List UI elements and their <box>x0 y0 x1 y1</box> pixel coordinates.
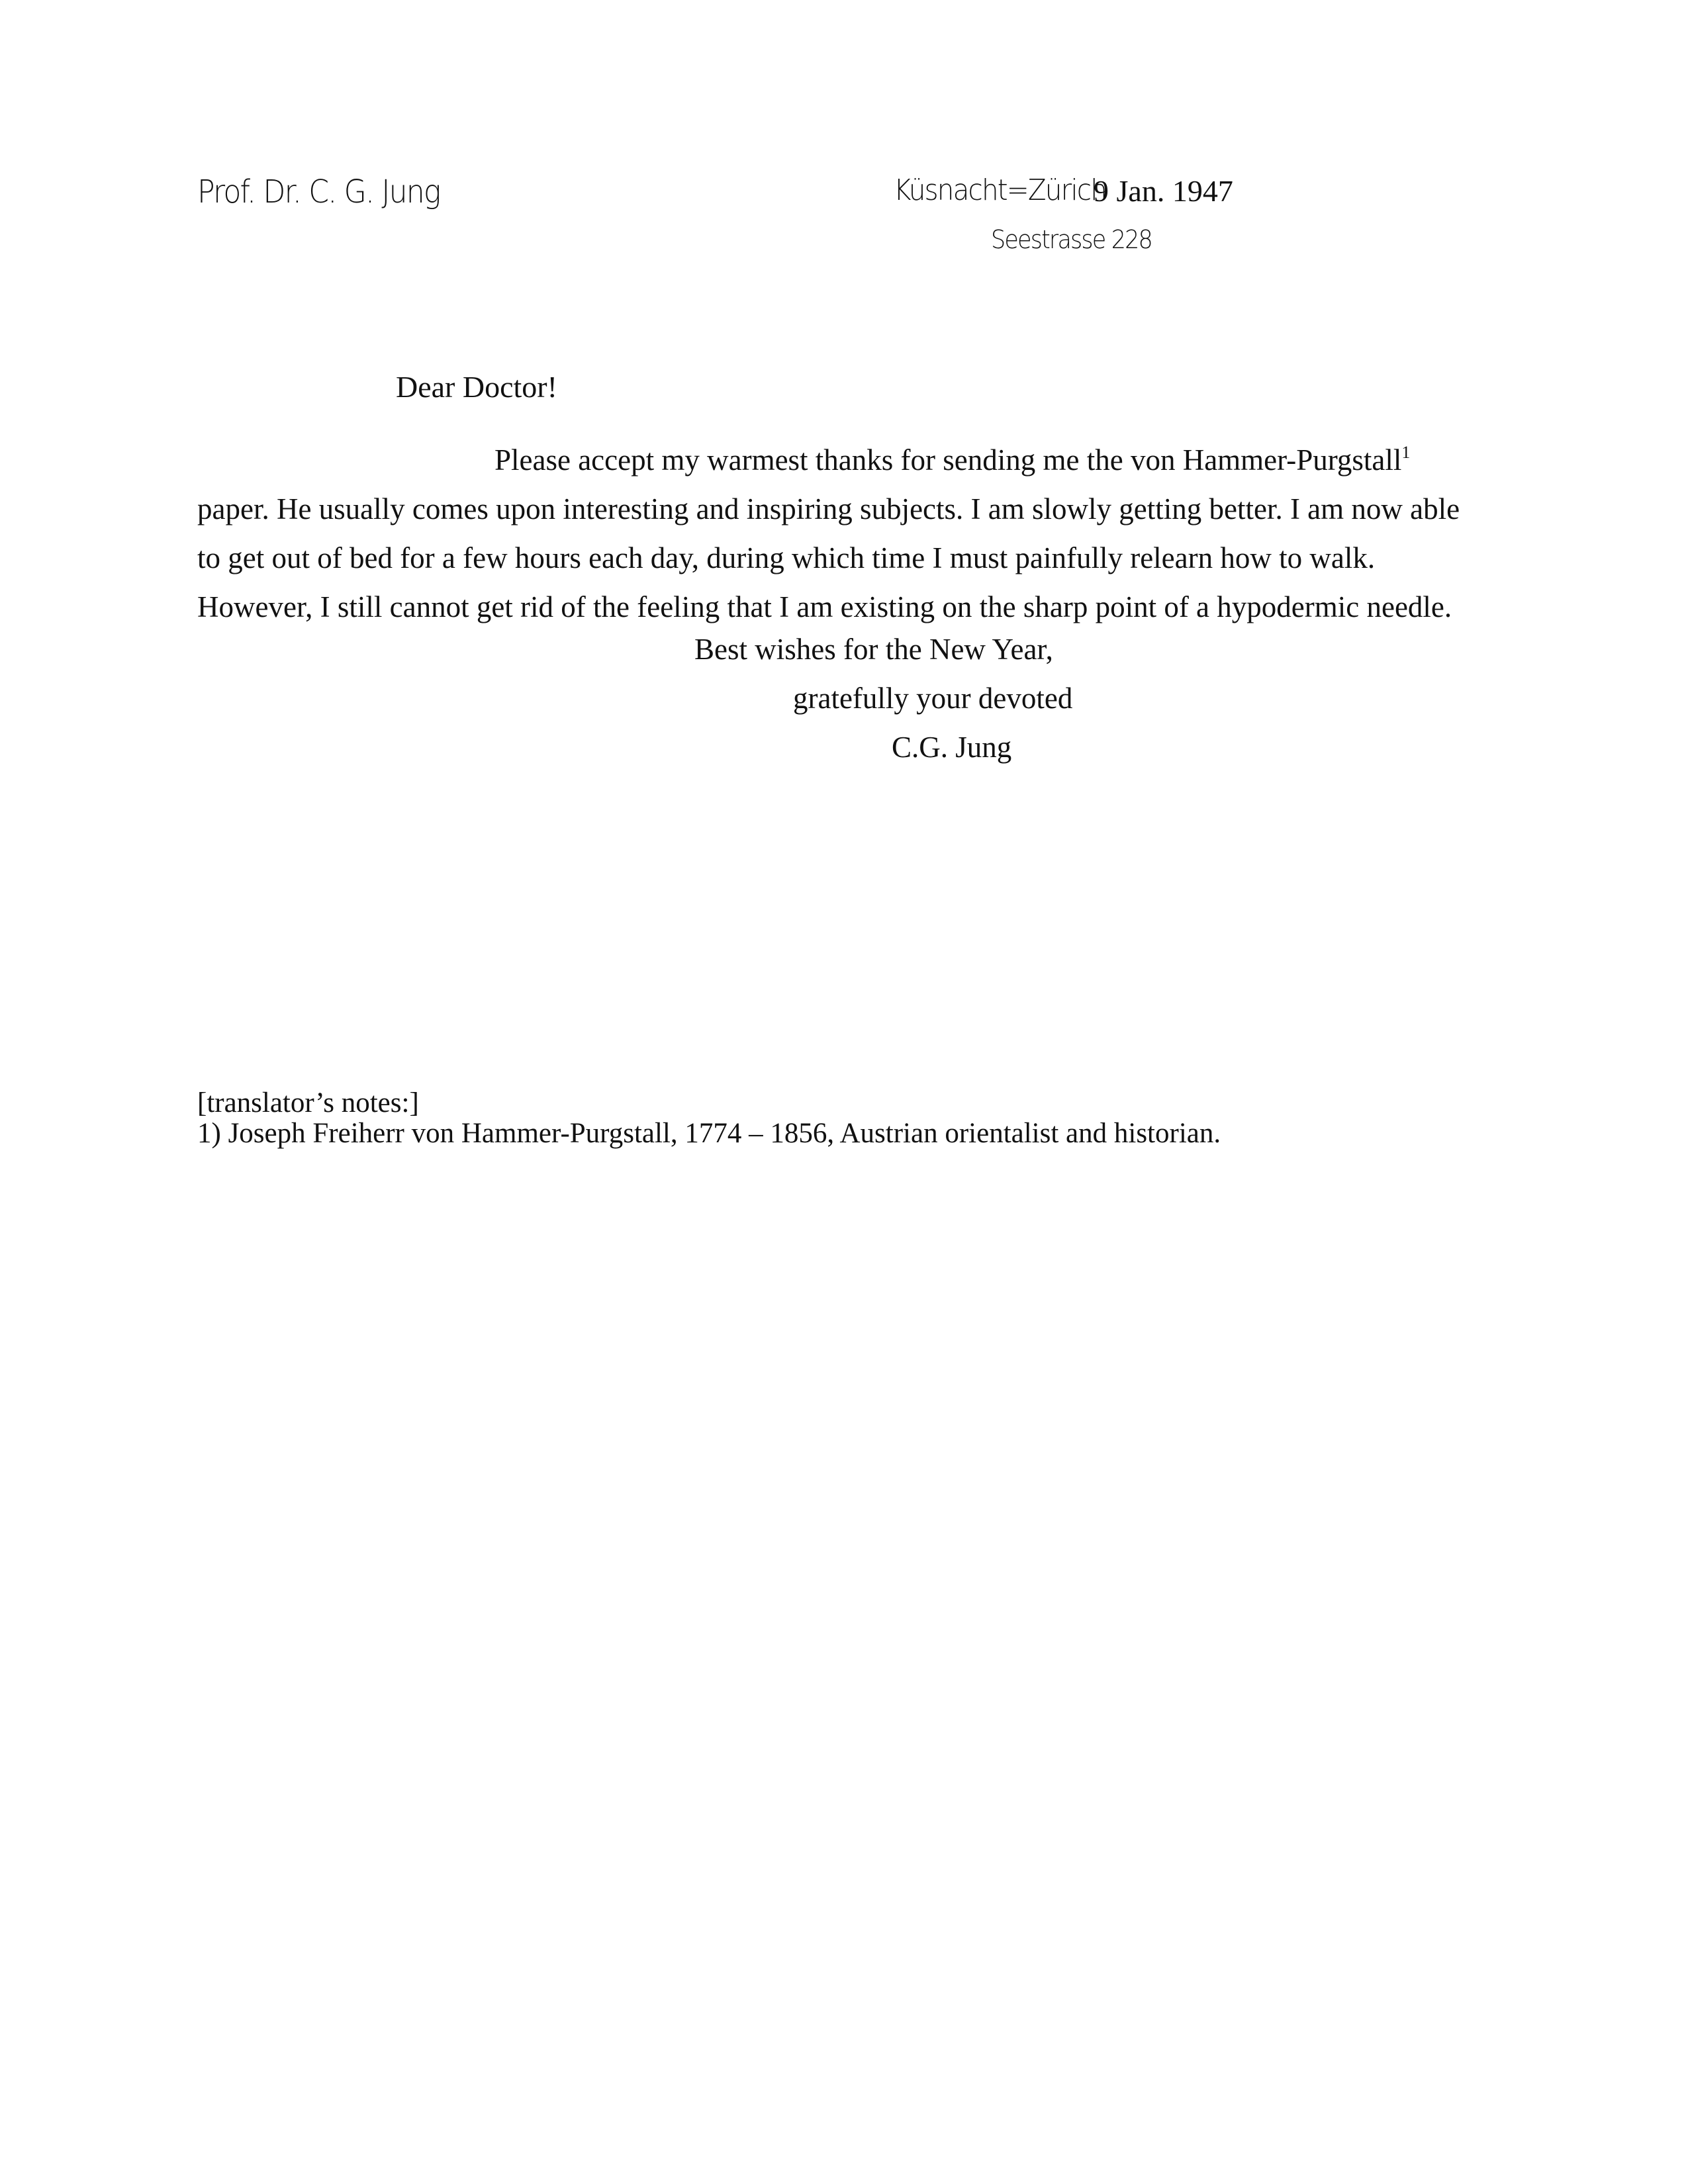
translator-note-1: 1) Joseph Freiherr von Hammer-Purgstall, 1774 – 1856, Austrian orientalist and historian. <box>197 1118 1221 1149</box>
letter-date: 9 Jan. 1947 <box>1094 174 1233 208</box>
letterhead-place: Küsnacht=Zürich <box>894 173 1107 207</box>
letter-body <box>197 435 1495 631</box>
salutation: Dear Doctor! <box>396 370 557 404</box>
translator-notes-heading: [translator’s notes:] <box>197 1087 419 1118</box>
letterhead-street: Seestrasse 228 <box>991 225 1152 254</box>
body-line-3: to get out of bed for a few hours each day, during which time I must painfully relearn how to walk. <box>197 541 1376 574</box>
body-line-1 <box>197 435 1495 484</box>
footnote-reference: 1 <box>1401 443 1411 462</box>
body-line-1-text: Please accept my warmest thanks for sending me the von Hammer-Purgstall <box>494 443 1402 477</box>
signature: C.G. Jung <box>892 731 1012 764</box>
closing-wishes: Best wishes for the New Year, <box>694 633 1053 666</box>
body-line-2: paper. He usually comes upon interesting and inspiring subjects. I am slowly getting better. I am now able <box>197 492 1460 525</box>
letterhead-name: Prof. Dr. C. G. Jung <box>197 173 440 210</box>
body-line-4: However, I still cannot get rid of the feeling that I am existing on the sharp point of a hypodermic needle. <box>197 590 1452 623</box>
closing-valediction: gratefully your devoted <box>793 682 1073 715</box>
